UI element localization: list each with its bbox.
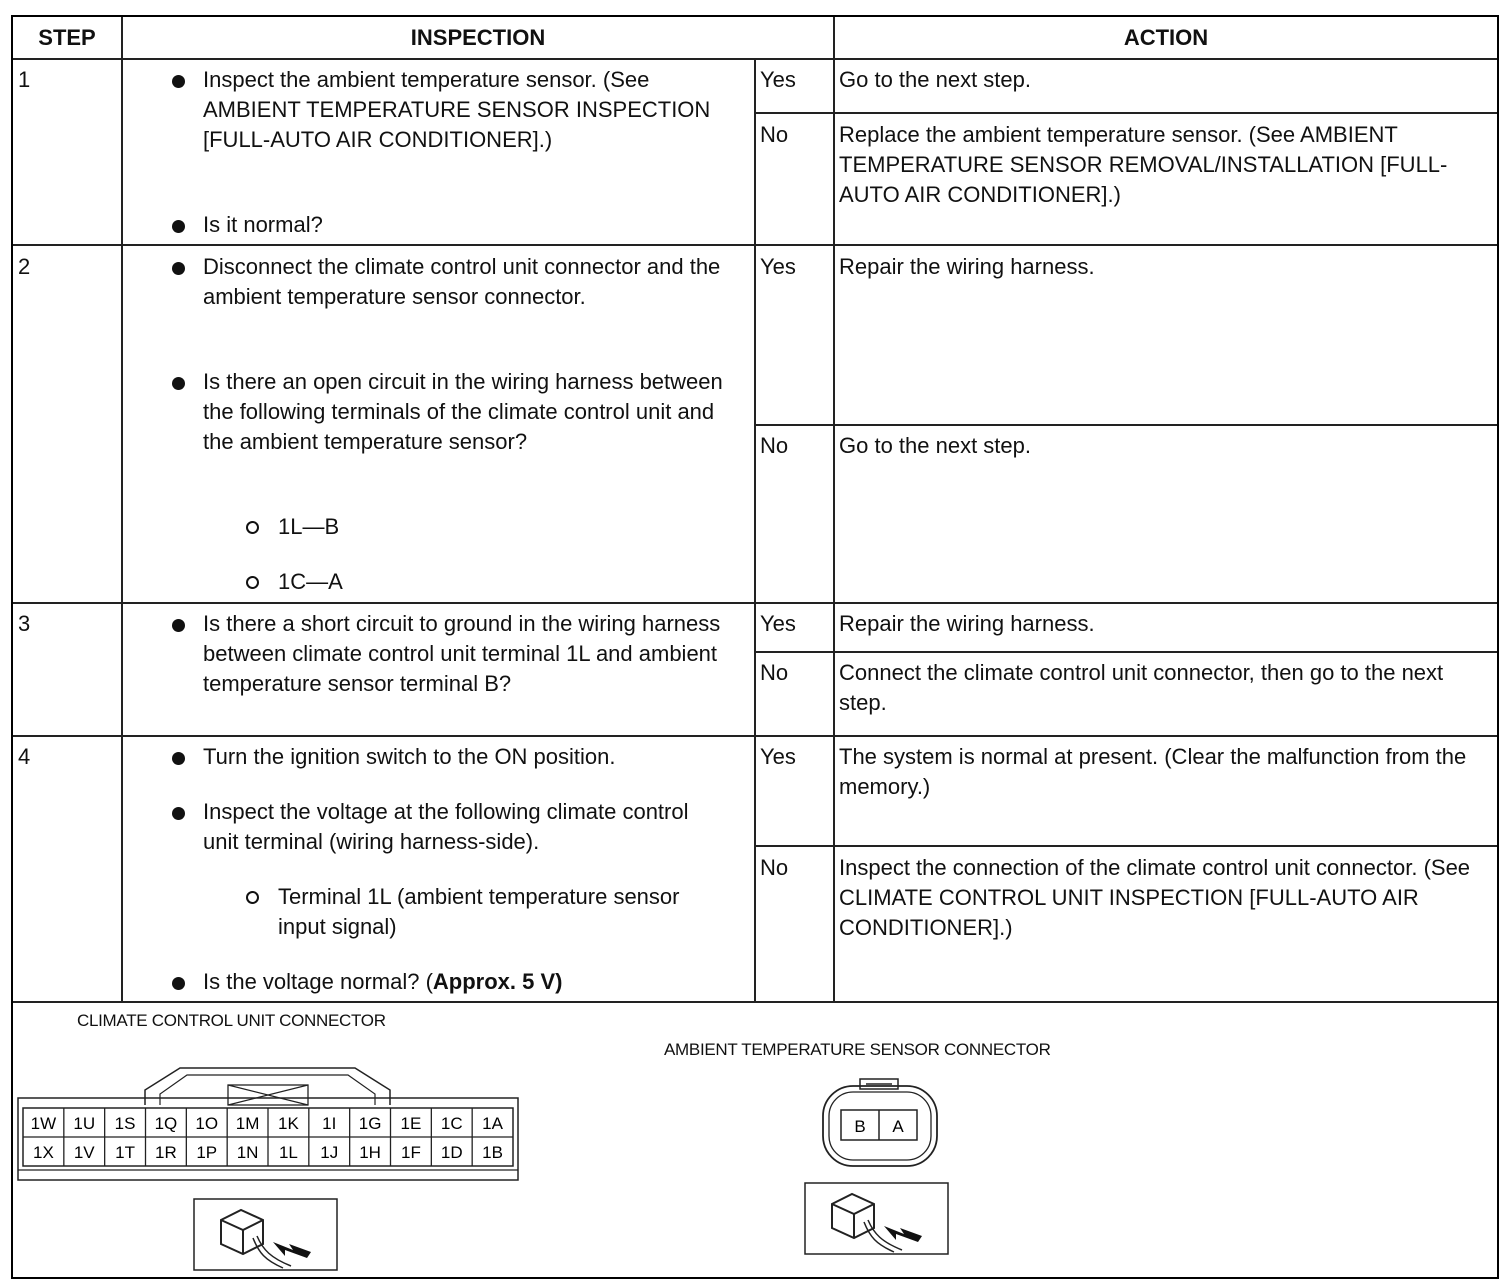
grid-line (754, 58, 756, 1002)
grid-line (13, 602, 1497, 604)
sub-item: 1C—A (278, 569, 343, 594)
yes-action: Repair the wiring harness. (839, 254, 1095, 279)
ccu-connector-title: CLIMATE CONTROL UNIT CONNECTOR (77, 1011, 386, 1030)
yes-action: Repair the wiring harness. (839, 611, 1095, 636)
ccu-pin: 1B (482, 1143, 503, 1162)
sub-bullet-icon (246, 891, 259, 904)
ccu-pin: 1M (235, 1114, 260, 1133)
ccu-pin: 1D (440, 1143, 463, 1162)
bullet-icon (172, 619, 185, 632)
ccu-pin: 1I (322, 1114, 337, 1133)
grid-line (754, 112, 1497, 114)
grid-line (833, 17, 835, 1002)
ccu-pin: 1P (196, 1143, 218, 1162)
ats-pin: A (892, 1117, 904, 1136)
inspection-item: Disconnect the climate control unit connector and the ambient temperature sensor connector. (203, 254, 721, 309)
ccu-pin: 1H (359, 1143, 381, 1162)
bullet-icon (172, 377, 185, 390)
header-action: ACTION (1123, 25, 1209, 50)
ccu-pin: 1U (73, 1114, 96, 1133)
ccu-pin: 1E (400, 1114, 422, 1133)
sub-item: Terminal 1L (ambient temperature sensor input signal) (278, 884, 680, 939)
grid-line (13, 1001, 1497, 1003)
sub-bullet-icon (246, 576, 259, 589)
inspection-item: Is there an open circuit in the wiring harness between the following terminals of the climate control unit and the ambient temperature sensor? (203, 369, 723, 454)
no-label: No (760, 660, 789, 685)
yes-label: Yes (760, 744, 796, 769)
bullet-icon (172, 807, 185, 820)
ccu-pin: 1T (115, 1143, 136, 1162)
ccu-pin: 1N (236, 1143, 259, 1162)
yes-label: Yes (760, 611, 796, 636)
ats-connector-diagram (818, 1076, 944, 1171)
ats-connector-title: AMBIENT TEMPERATURE SENSOR CONNECTOR (664, 1040, 1051, 1059)
ccu-pin: 1J (320, 1143, 339, 1162)
yes-label: Yes (760, 254, 796, 279)
no-label: No (760, 433, 789, 458)
step-number: 3 (18, 611, 31, 636)
bullet-icon (172, 752, 185, 765)
ccu-pin: 1W (30, 1114, 57, 1133)
step-number: 2 (18, 254, 31, 279)
ccu-pin: 1S (114, 1114, 136, 1133)
bullet-icon (172, 977, 185, 990)
inspection-item: Inspect the voltage at the following climate control unit terminal (wiring harness-side). (203, 799, 689, 854)
ccu-pin: 1Q (154, 1114, 178, 1133)
sub-item: 1L—B (278, 514, 340, 539)
grid-line (13, 244, 1497, 246)
no-label: No (760, 122, 789, 147)
inspection-item: Is there a short circuit to ground in the wiring harness between climate control unit terminal 1L and ambient temperature sensor terminal B? (203, 611, 721, 696)
ats-pin: B (854, 1117, 866, 1136)
yes-label: Yes (760, 67, 796, 92)
header-step: STEP (38, 25, 96, 50)
step-number: 4 (18, 744, 31, 769)
bullet-icon (172, 262, 185, 275)
ccu-connector-diagram (15, 1060, 525, 1185)
bullet-icon (172, 220, 185, 233)
ccu-pin: 1R (155, 1143, 177, 1162)
harness-side-icon (193, 1198, 339, 1272)
grid-line (121, 17, 123, 1002)
inspection-item: Is the voltage normal? (Approx. 5 V) (203, 969, 563, 994)
ccu-pin: 1K (278, 1114, 299, 1133)
grid-line (13, 735, 1497, 737)
no-action: Go to the next step. (839, 433, 1032, 458)
ccu-pin: 1G (358, 1114, 382, 1133)
ccu-pin: 1C (440, 1114, 463, 1133)
inspection-item: Is it normal? (203, 212, 323, 237)
inspection-item: Turn the ignition switch to the ON position. (203, 744, 616, 769)
step-number: 1 (18, 67, 31, 92)
harness-side-icon (804, 1182, 950, 1256)
ccu-pin: 1O (195, 1114, 219, 1133)
yes-action: The system is normal at present. (Clear the malfunction from the memory.) (839, 744, 1467, 799)
header-inspection: INSPECTION (410, 25, 546, 50)
no-label: No (760, 855, 789, 880)
bullet-icon (172, 75, 185, 88)
ccu-pin: 1L (278, 1143, 298, 1162)
no-action: Connect the climate control unit connector, then go to the next step. (839, 660, 1444, 715)
yes-action: Go to the next step. (839, 67, 1032, 92)
grid-line (754, 651, 1497, 653)
sub-bullet-icon (246, 521, 259, 534)
no-action: Replace the ambient temperature sensor. (See AMBIENT TEMPERATURE SENSOR REMOVAL/INSTALLATION [FULL-AUTO AIR CONDITIONER].) (839, 122, 1448, 207)
grid-line (754, 424, 1497, 426)
no-action: Inspect the connection of the climate control unit connector. (See CLIMATE CONTROL UNIT INSPECTION [FULL-AUTO AIR CONDITIONER].) (839, 855, 1471, 940)
ccu-pin: 1V (73, 1143, 95, 1162)
ccu-pin: 1A (482, 1114, 503, 1133)
ccu-pin: 1F (400, 1143, 421, 1162)
inspection-item: Inspect the ambient temperature sensor. (See AMBIENT TEMPERATURE SENSOR INSPECTION [FULL-AUTO AIR CONDITIONER].) (203, 67, 711, 152)
grid-line (754, 845, 1497, 847)
ccu-pin: 1X (33, 1143, 54, 1162)
